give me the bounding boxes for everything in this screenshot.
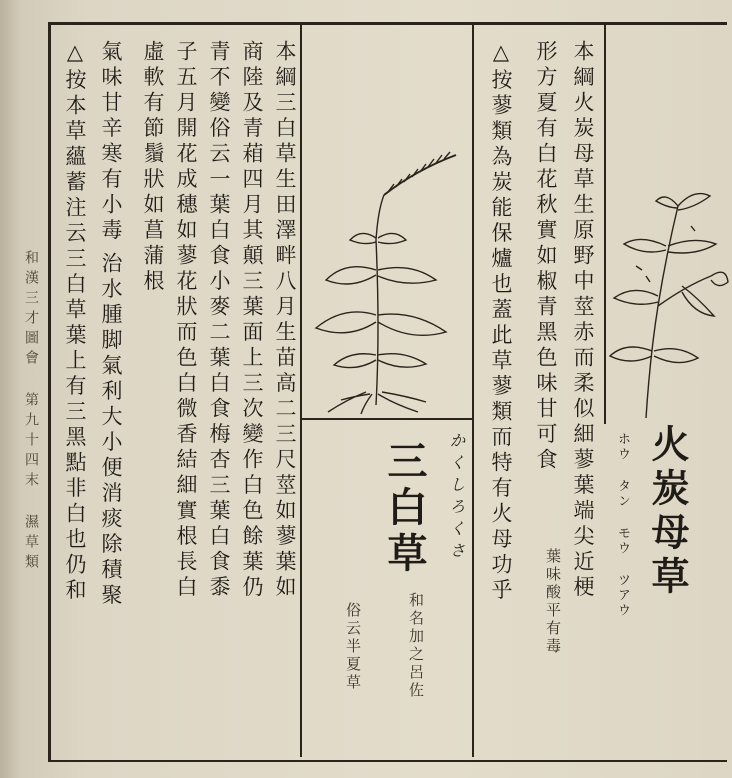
- sanpakuso-kana-reading: かくしろくさ: [447, 432, 466, 564]
- right-column-1: 本綱火炭母草生原野中莖赤而柔似細蓼葉端尖近梗: [571, 40, 595, 601]
- sanpakuso-zoku: 俗云半夏草: [344, 602, 362, 692]
- next-row-strip: [48, 757, 724, 778]
- sanpakuso-wamei: 和名加之呂佐: [407, 592, 425, 700]
- divider-plant-caption: [302, 418, 472, 420]
- left-column-1: 本綱三白草生田澤畔八月生苗高二三尺莖如蓼葉如: [273, 40, 297, 601]
- divider-center-left: [300, 24, 302, 757]
- left-column-3: 青不變俗云一葉白食小麥二葉白食梅杏三葉白食黍: [207, 40, 231, 601]
- margin-caption: 和漢三才圖會 第九十四末 濕草類: [23, 250, 39, 574]
- left-column-7: △按本草蘊蓄注云三白草葉上有三黑點非白也仍和: [63, 40, 87, 604]
- kataboso-title: 火炭母草: [645, 424, 690, 600]
- sanpakuso-title: 三白草: [381, 440, 428, 578]
- right-column-2: 形方夏有白花秋實如椒青黑色味甘可食: [534, 40, 558, 474]
- right-column-3: △按蓼類為炭能保爐也蓋此草蓼類而特有火母功乎: [489, 40, 513, 604]
- divider-center-right: [472, 24, 474, 757]
- left-column-5: 虛軟有節鬚狀如菖蒲根: [141, 40, 165, 295]
- left-column-2: 商陸及青葙四月其顛三葉面上三次變作白色餘葉仍: [240, 40, 264, 601]
- book-spine: [0, 0, 22, 778]
- kataboso-plant-drawing: [606, 186, 730, 418]
- right-note: 葉味酸平有毒: [544, 548, 562, 656]
- left-column-4: 子五月開花成穗如蓼花狀而色白微香結細實根長白: [174, 40, 198, 601]
- left-column-6: 氣味甘辛寒有小毒: [99, 40, 123, 244]
- sanpakuso-plant-drawing: [306, 150, 468, 415]
- left-note-line: 治水腫脚氣利大小便消痰除積聚: [99, 252, 123, 609]
- kataboso-reading: ホウ タン モウ ツアウ: [615, 432, 630, 618]
